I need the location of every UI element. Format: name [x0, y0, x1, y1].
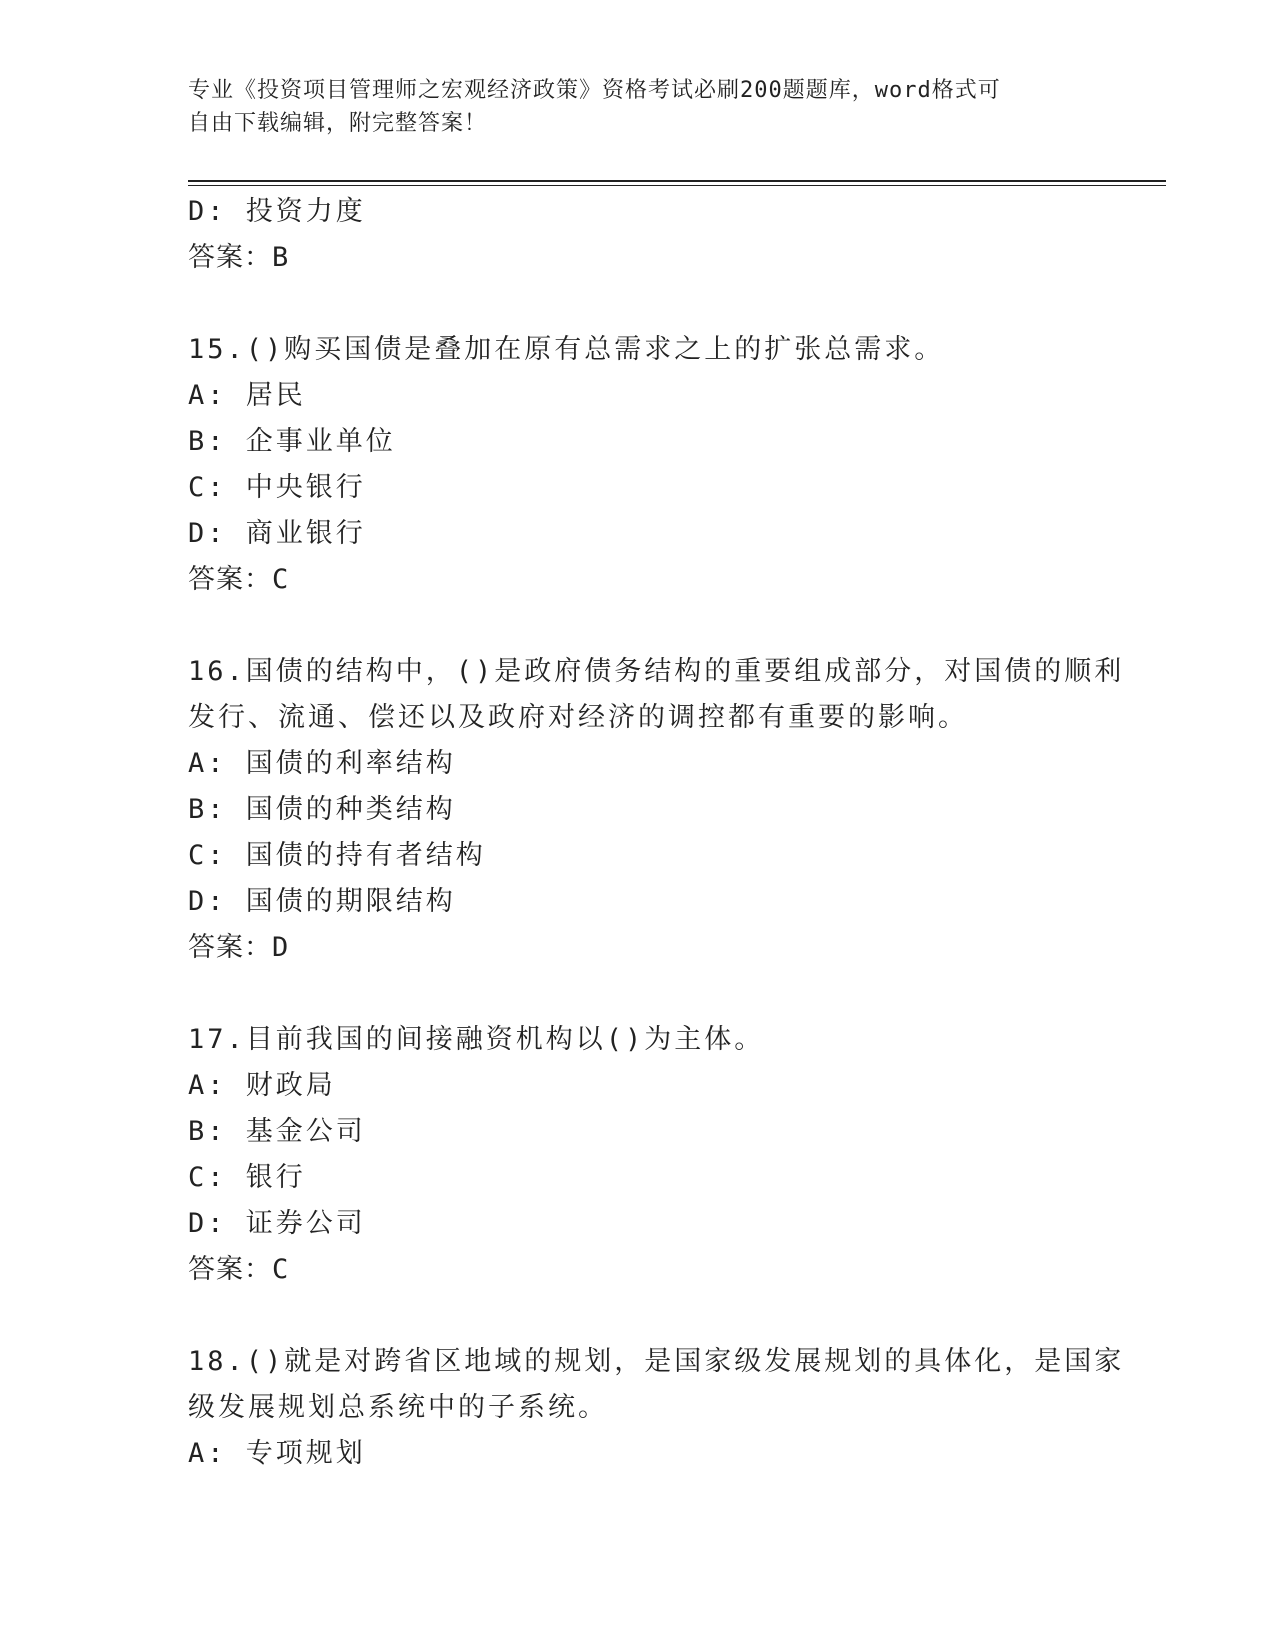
option-c: C: 国债的持有者结构 — [188, 840, 486, 871]
question-16 — [188, 649, 1125, 971]
option-d: D: 投资力度 — [188, 196, 366, 227]
spacer — [188, 971, 1088, 1017]
answer-line: 答案：D — [188, 932, 290, 963]
option-a: A: 国债的利率结构 — [188, 748, 456, 779]
option-b: B: 基金公司 — [188, 1116, 366, 1147]
option-a: A: 专项规划 — [188, 1438, 366, 1469]
question-stem: 16.国债的结构中，()是政府债务结构的重要组成部分，对国债的顺利 — [188, 656, 1125, 687]
option-a: A: 居民 — [188, 380, 306, 411]
option-c: C: 银行 — [188, 1162, 306, 1193]
answer-line: 答案：B — [188, 242, 290, 273]
question-content — [188, 189, 1125, 1477]
option-d: D: 商业银行 — [188, 518, 366, 549]
spacer — [188, 281, 1088, 327]
option-d: D: 国债的期限结构 — [188, 886, 456, 917]
header-divider-thick — [188, 180, 1166, 182]
question-17 — [188, 1017, 1088, 1293]
header-line-1: 专业《投资项目管理师之宏观经济政策》资格考试必刷200题题库，word格式可 — [188, 78, 1001, 103]
option-b: B: 国债的种类结构 — [188, 794, 456, 825]
option-d: D: 证券公司 — [188, 1208, 366, 1239]
question-stem-continued: 发行、流通、偿还以及政府对经济的调控都有重要的影响。 — [188, 702, 968, 733]
question-15 — [188, 327, 1088, 603]
option-c: C: 中央银行 — [188, 472, 366, 503]
question-stem-continued: 级发展规划总系统中的子系统。 — [188, 1392, 608, 1423]
option-a: A: 财政局 — [188, 1070, 336, 1101]
document-header — [188, 74, 1088, 140]
spacer — [188, 603, 1088, 649]
answer-line: 答案：C — [188, 1254, 290, 1285]
question-stem: 15.()购买国债是叠加在原有总需求之上的扩张总需求。 — [188, 334, 945, 365]
header-divider-thin — [188, 185, 1166, 186]
header-line-2: 自由下载编辑，附完整答案！ — [188, 111, 488, 136]
question-18 — [188, 1339, 1125, 1477]
spacer — [188, 1293, 1088, 1339]
question-stem: 17.目前我国的间接融资机构以()为主体。 — [188, 1024, 765, 1055]
option-b: B: 企事业单位 — [188, 426, 396, 457]
question-stem: 18.()就是对跨省区地域的规划，是国家级发展规划的具体化，是国家 — [188, 1346, 1125, 1377]
answer-line: 答案：C — [188, 564, 290, 595]
